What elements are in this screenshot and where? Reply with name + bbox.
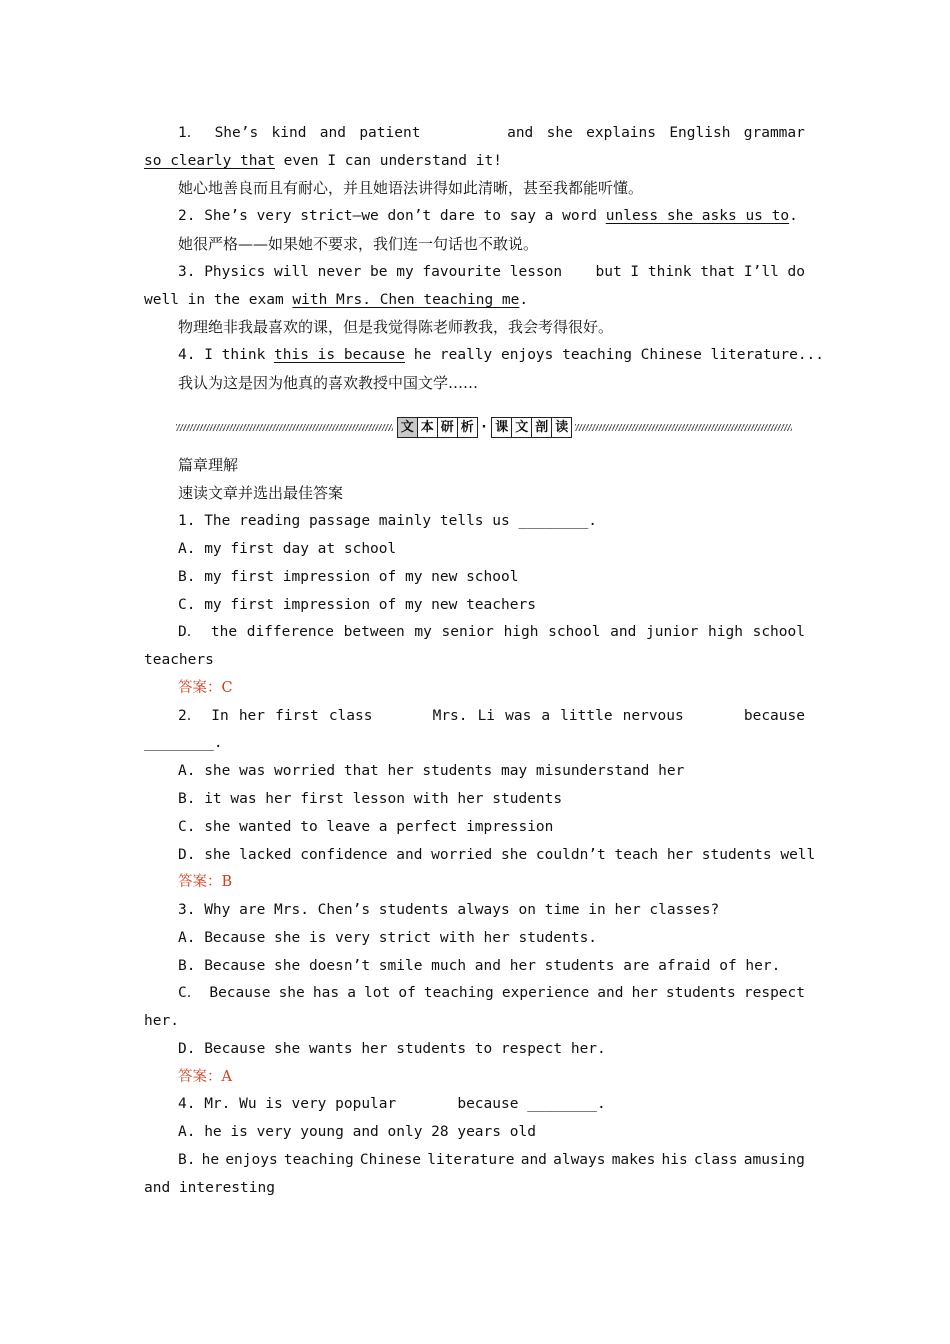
s2-line bbox=[0, 206, 950, 226]
q1-option-d bbox=[178, 622, 805, 642]
q3-c-word: Because bbox=[209, 985, 271, 1001]
q3-c-word: of bbox=[398, 985, 416, 1001]
q2-option-a: A. she was worried that her students may misunderstand her bbox=[178, 763, 685, 779]
q3-c-word: lot bbox=[364, 985, 391, 1001]
q1-d-word: school bbox=[752, 624, 805, 640]
s1-gap bbox=[434, 123, 494, 143]
q2-word: 2． bbox=[178, 708, 202, 724]
banner-char: 剖 bbox=[531, 417, 552, 438]
q4-b-word: amusing bbox=[743, 1152, 805, 1168]
q1-option-a: A. my first day at school bbox=[178, 541, 397, 557]
q1-d-word: school bbox=[548, 624, 601, 640]
q1-d-word: high bbox=[503, 624, 539, 640]
banner-char: 文 bbox=[511, 417, 532, 438]
q1-d-word: senior bbox=[441, 624, 494, 640]
banner-boxes bbox=[397, 417, 571, 438]
q4-option-b bbox=[178, 1150, 805, 1170]
s1-word: grammar bbox=[743, 125, 805, 141]
banner-dot: · bbox=[479, 419, 489, 435]
q2-gap bbox=[694, 706, 734, 726]
q2-word: her bbox=[238, 708, 266, 724]
q4-b-word: class bbox=[693, 1152, 738, 1168]
q4-b-word: enjoys bbox=[225, 1152, 278, 1168]
q1-d-word: the bbox=[210, 624, 238, 640]
q3-c-word: a bbox=[347, 985, 356, 1001]
s1-word: kind bbox=[271, 125, 307, 141]
q4-b-word: he bbox=[201, 1152, 220, 1168]
banner-hatch-left bbox=[176, 424, 393, 431]
s4-post: he really enjoys teaching Chinese literature... bbox=[404, 347, 825, 363]
q3-c-word: respect bbox=[743, 985, 805, 1001]
q3-stem: 3. Why are Mrs. Chen’s students always on time in her classes? bbox=[178, 902, 720, 918]
q2-word: nervous bbox=[622, 708, 684, 724]
s2-post: . bbox=[789, 208, 798, 224]
q4-b-word: teaching bbox=[283, 1152, 354, 1168]
q4-b-word: his bbox=[661, 1152, 688, 1168]
q1-option-c: C. my first impression of my new teachers bbox=[178, 597, 536, 613]
q4-stem: 4. Mr. Wu is very popular because ________. bbox=[178, 1096, 606, 1112]
q3-option-a: A. Because she is very strict with her students. bbox=[178, 930, 598, 946]
q2-word: first bbox=[275, 708, 319, 724]
q3-option-d: D. Because she wants her students to respect her. bbox=[178, 1041, 606, 1057]
s3-underlined-phrase: with Mrs. Chen teaching me bbox=[292, 292, 520, 308]
s1-word: and bbox=[507, 125, 534, 141]
s1-word: She’s bbox=[214, 125, 259, 141]
s1-word: patient bbox=[359, 125, 421, 141]
s1-word: English bbox=[669, 125, 731, 141]
q1-option-d-cont: teachers bbox=[144, 652, 214, 668]
banner-hatch-right bbox=[575, 424, 792, 431]
s2-pre: 2. She’s very strict—we don’t dare to say a word bbox=[178, 208, 606, 224]
s3-line1 bbox=[178, 262, 805, 282]
q2-word: a bbox=[541, 708, 551, 724]
s3-left: 3. Physics will never be my favourite lesson bbox=[178, 264, 563, 280]
q2-word: because bbox=[743, 708, 805, 724]
s3-pre: well in the exam bbox=[144, 292, 293, 308]
s4-underlined-phrase: this is because bbox=[274, 347, 405, 363]
q2-word: Mrs. bbox=[432, 708, 468, 724]
q2-answer: 答案：B bbox=[178, 874, 233, 890]
s4-pre: 4. I think bbox=[178, 347, 275, 363]
q3-c-word: her bbox=[631, 985, 658, 1001]
q4-option-b-cont: and interesting bbox=[144, 1180, 275, 1196]
s3-post: . bbox=[519, 292, 529, 308]
q3-option-c-cont: her. bbox=[144, 1013, 179, 1029]
q3-answer: 答案：A bbox=[178, 1069, 232, 1085]
s1-word: and bbox=[319, 125, 346, 141]
s3-translation: 物理绝非我最喜欢的课，但是我觉得陈老师教我，我会考得很好。 bbox=[178, 318, 614, 336]
q2-word: class bbox=[328, 708, 373, 724]
q4-option-a: A. he is very young and only 28 years old bbox=[178, 1124, 536, 1140]
s1-word: 1． bbox=[178, 125, 202, 141]
s4-line bbox=[0, 345, 950, 365]
q3-c-word: and bbox=[597, 985, 624, 1001]
banner-char: 读 bbox=[551, 417, 572, 438]
q4-b-word: always bbox=[553, 1152, 606, 1168]
s2-translation: 她很严格——如果她不要求，我们连一句话也不敢说。 bbox=[178, 235, 539, 253]
q1-d-word: difference bbox=[246, 624, 335, 640]
q1-option-b: B. my first impression of my new school bbox=[178, 569, 519, 585]
q2-word: little bbox=[560, 708, 613, 724]
section-title: 篇章理解 bbox=[178, 456, 239, 474]
s3-line2 bbox=[0, 290, 950, 310]
s3-right: but I think that I’ll do bbox=[595, 264, 805, 280]
s1-line1 bbox=[178, 123, 805, 143]
s1-word: explains bbox=[586, 125, 656, 141]
q4-b-word: Chinese bbox=[359, 1152, 422, 1168]
s1-word: she bbox=[546, 125, 573, 141]
q4-b-word: B. bbox=[178, 1152, 196, 1168]
q2-gap bbox=[383, 706, 423, 726]
s1-rest: even I can understand it! bbox=[274, 153, 502, 169]
banner-char: 析 bbox=[457, 417, 478, 438]
section-banner bbox=[176, 416, 792, 438]
q3-c-word: teaching bbox=[423, 985, 494, 1001]
q1-d-word: between bbox=[343, 624, 405, 640]
q1-d-word: and bbox=[610, 624, 637, 640]
s1-underlined-phrase: so clearly that bbox=[144, 153, 275, 169]
banner-char: 研 bbox=[437, 417, 458, 438]
section-instruction: 速读文章并选出最佳答案 bbox=[178, 484, 344, 502]
banner-char: 文 bbox=[397, 417, 418, 438]
q3-c-word: experience bbox=[501, 985, 590, 1001]
q1-d-word: my bbox=[414, 624, 432, 640]
q4-b-word: literature bbox=[427, 1152, 515, 1168]
q2-option-c: C. she wanted to leave a perfect impression bbox=[178, 819, 554, 835]
s2-underlined-phrase: unless she asks us to bbox=[605, 208, 790, 224]
q3-c-word: she bbox=[278, 985, 305, 1001]
q2-word: In bbox=[211, 708, 229, 724]
q2-stem bbox=[178, 706, 805, 726]
banner-char: 本 bbox=[417, 417, 438, 438]
q1-d-word: junior bbox=[646, 624, 699, 640]
banner-char: 课 bbox=[491, 417, 512, 438]
q2-stem-cont: ________. bbox=[144, 735, 223, 751]
q2-option-d: D. she lacked confidence and worried she couldn’t teach her students well bbox=[178, 847, 816, 863]
q1-answer: 答案：C bbox=[178, 680, 233, 696]
q3-option-c bbox=[178, 983, 805, 1003]
q3-c-word: C． bbox=[178, 985, 202, 1001]
q2-word: was bbox=[505, 708, 532, 724]
q3-c-word: has bbox=[312, 985, 340, 1001]
q2-option-b: B. it was her first lesson with her students bbox=[178, 791, 563, 807]
s4-translation: 我认为这是因为他真的喜欢教授中国文学…… bbox=[178, 374, 479, 392]
q3-c-word: students bbox=[665, 985, 736, 1001]
q1-d-word: high bbox=[708, 624, 743, 640]
q3-option-b: B. Because she doesn’t smile much and her students are afraid of her. bbox=[178, 958, 781, 974]
q2-word: Li bbox=[477, 708, 496, 724]
s1-line2 bbox=[0, 151, 950, 171]
q4-b-word: makes bbox=[611, 1152, 656, 1168]
q1-d-word: D． bbox=[178, 624, 202, 640]
q4-b-word: and bbox=[520, 1152, 547, 1168]
s1-translation: 她心地善良而且有耐心，并且她语法讲得如此清晰，甚至我都能听懂。 bbox=[178, 179, 644, 197]
q1-stem: 1. The reading passage mainly tells us ________. bbox=[178, 513, 598, 529]
